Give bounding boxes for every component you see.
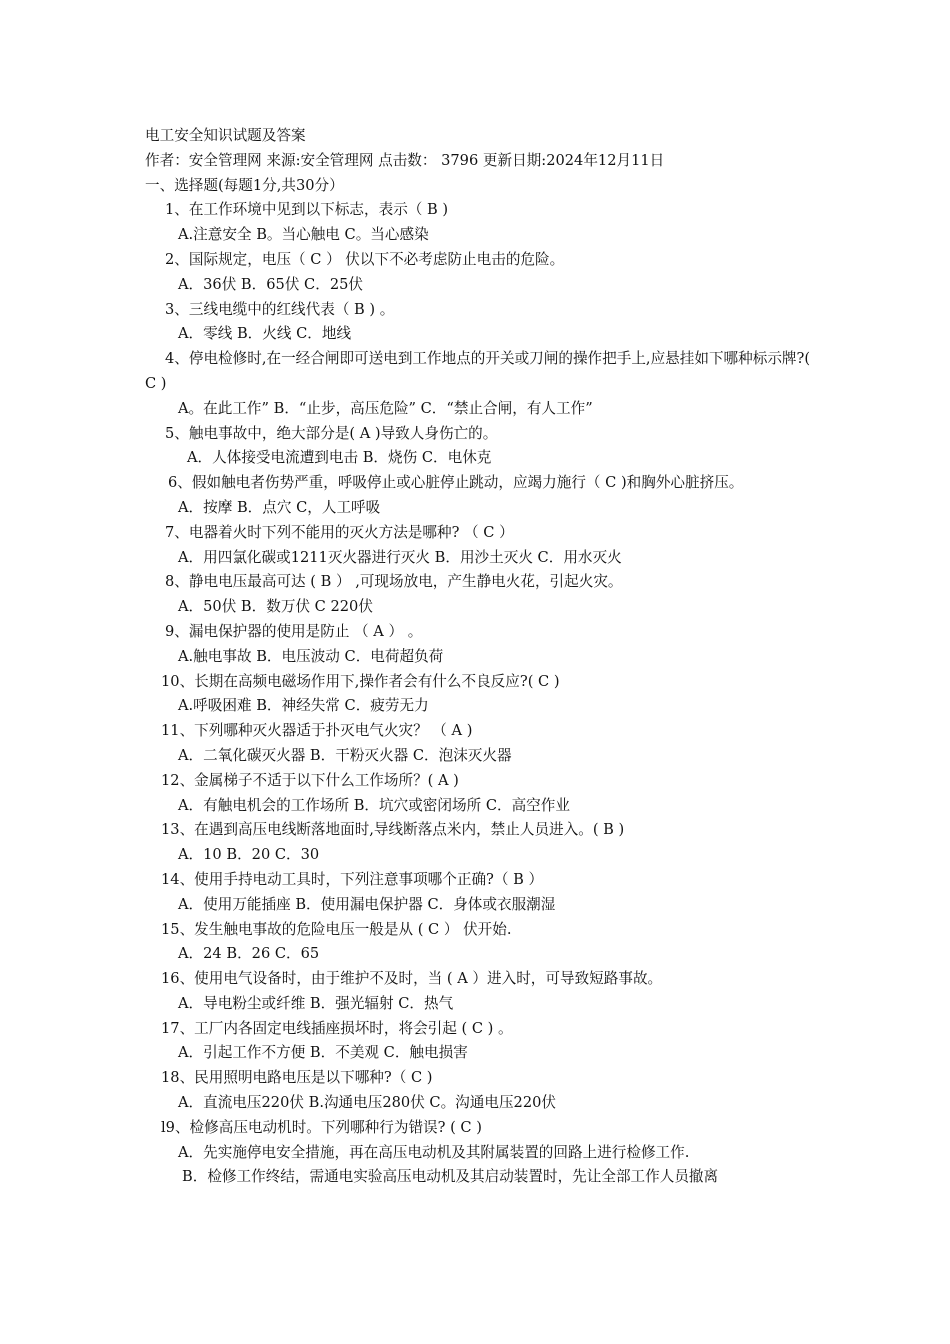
question-10: 10、长期在高频电磁场作用下,操作者会有什么不良反应?( C ) [161,672,560,690]
options-7: A．用四氯化碳或1211灭火器进行灭火 B．用沙土灭火 C．用水灭火 [178,548,622,566]
question-9: 9、漏电保护器的使用是防止 （ A ） 。 [165,622,423,640]
options-10: A.呼吸困难 B．神经失常 C．疲劳无力 [178,697,429,715]
options-18: A．直流电压220伏 B.沟通电压280伏 C。沟通电压220伏 [178,1094,557,1112]
section-heading: 一、选择题(每题1分,共30分） [145,176,344,194]
options-9: A.触电事故 B．电压波动 C．电荷超负荷 [178,647,444,665]
question-3: 3、三线电缆中的红线代表（ B ) 。 [165,300,395,318]
options-13: A．10 B．20 C．30 [178,846,320,864]
question-12: 12、金属梯子不适于以下什么工作场所？( A ) [161,771,459,789]
question-13: 13、在遇到高压电线断落地面时,导线断落点米内，禁止人员进入。( B ) [161,821,625,839]
question-18: 18、民用照明电路电压是以下哪种?（ C ) [161,1069,433,1087]
question-4: 4、停电检修时,在一经合闸即可送电到工作地点的开关或刀闸的操作把手上,应悬挂如下哪种标示牌?( C ) [145,350,811,392]
document-title: 电工安全知识试题及答案 [145,127,306,144]
options-4: A。在此工作” B．“止步，高压危险” C．“禁止合闸，有人工作” [178,399,593,417]
question-2: 2、国际规定，电压（ C ） 伏以下不必考虑防止电击的危险。 [165,250,565,268]
options-2: A．36伏 B．65伏 C．25伏 [178,275,363,293]
options-17: A．引起工作不方便 B．不美观 C．触电损害 [178,1044,468,1062]
options-6: A．按摩 B．点穴 C，人工呼吸 [178,498,381,516]
question-16: 16、使用电气设备时，由于维护不及时，当 ( A ）进入时，可导致短路事故。 [161,970,663,988]
question-15: 15、发生触电事故的危险电压一般是从 ( C ） 伏开始. [161,920,512,938]
options-11: A．二氧化碳灭火器 B．干粉灭火器 C．泡沫灭火器 [178,746,512,764]
options-14: A．使用万能插座 B．使用漏电保护器 C．身体或衣服潮湿 [178,895,556,913]
options-16: A．导电粉尘或纤维 B．强光辐射 C．热气 [178,994,454,1012]
options-5: A．人体接受电流遭到电击 B．烧伤 C．电休克 [187,449,492,467]
question-6: 6、假如触电者伤势严重，呼吸停止或心脏停止跳动，应竭力施行（ C )和胸外心脏挤压。 [168,474,744,492]
options-1: A.注意安全 B。当心触电 C。当心感染 [178,226,429,244]
question-14: 14、使用手持电动工具时，下列注意事项哪个正确?（ B ） [161,870,544,888]
options-19-b: B．检修工作终结，需通电实验高压电动机及其启动装置时，先让全部工作人员撤离 [182,1168,719,1186]
options-12: A．有触电机会的工作场所 B．坑穴或密闭场所 C．高空作业 [178,796,570,814]
question-7: 7、电器着火时下列不能用的灭火方法是哪种? （ C ） [165,523,514,541]
options-3: A．零线 B．火线 C．地线 [178,325,352,343]
question-8: 8、静电电压最高可达 ( B ） ,可现场放电，产生静电火花，引起火灾。 [165,573,623,591]
options-19: A．先实施停电安全措施，再在高压电动机及其附属装置的回路上进行检修工作. [178,1143,690,1161]
question-1: 1、在工作环境中见到以下标志，表示（ B ) [165,201,449,219]
question-5: 5、触电事故中，绝大部分是( A )导致人身伤亡的。 [165,424,498,442]
question-11: 11、下列哪种灭火器适于扑灭电气火灾？ （ A ) [161,722,473,740]
document-body [145,124,825,1190]
options-8: A．50伏 B．数万伏 C 220伏 [178,598,373,616]
question-17: 17、工厂内各固定电线插座损坏时，将会引起 ( C ) 。 [161,1019,513,1037]
options-15: A．24 B．26 C．65 [178,945,320,963]
document-meta: 作者：安全管理网 来源:安全管理网 点击数： 3796 更新日期:2024年12月11日 [145,151,665,169]
question-19: l9、检修高压电动机时。下列哪种行为错误? ( C ) [161,1118,482,1136]
